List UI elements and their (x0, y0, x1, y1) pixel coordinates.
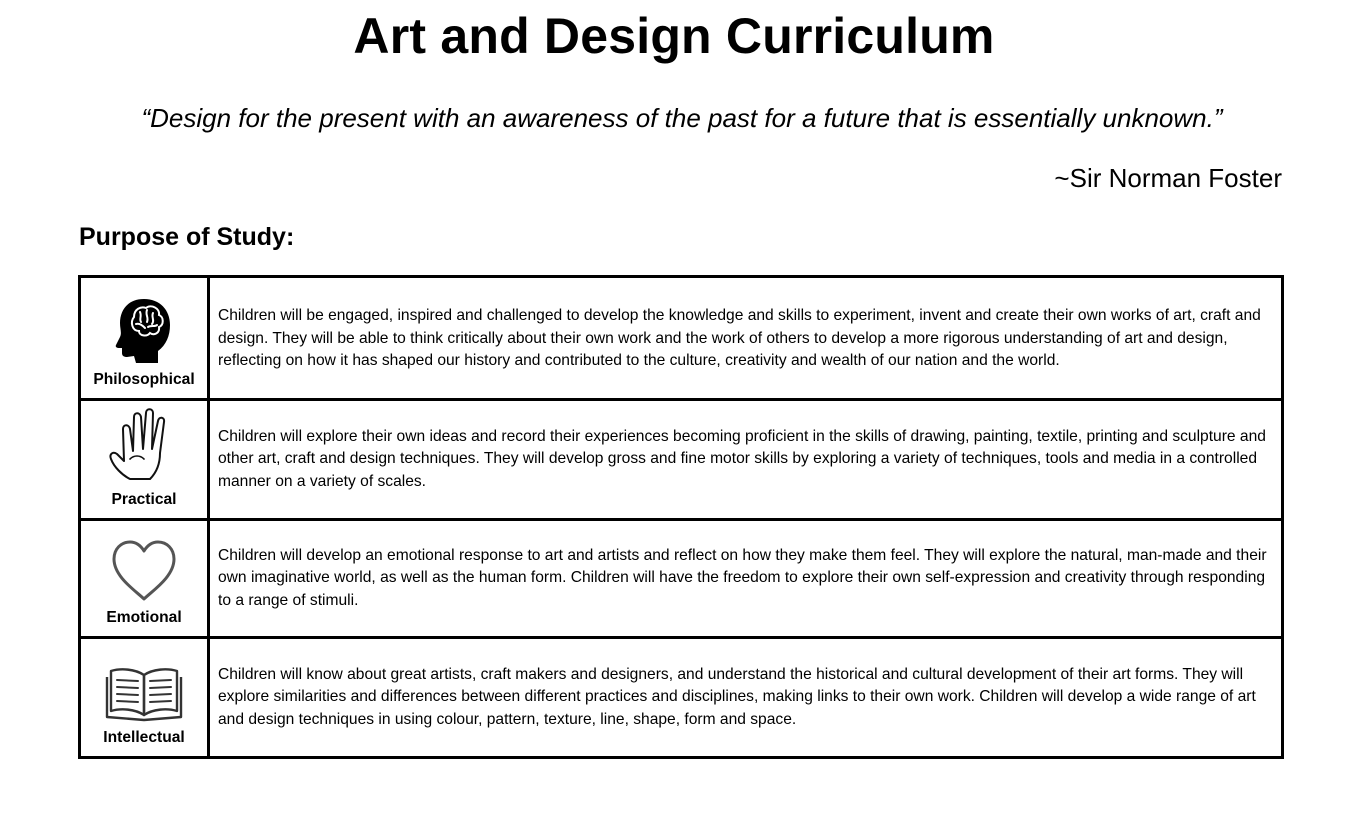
purpose-of-study-heading: Purpose of Study: (79, 223, 295, 251)
purpose-label: Practical (111, 491, 177, 508)
page-title: Art and Design Curriculum (353, 8, 995, 64)
purpose-description: Children will know about great artists, craft makers and designers, and understand the historical and cultural development of their art forms. They will explore similarities and differences between different practices and disciplines, making links to their own work. Children will develop a wide range of art and design techniques in using colour, pattern, texture, line, shape, form and space. (209, 638, 1283, 758)
head-brain-icon (81, 295, 207, 370)
purpose-table (78, 275, 1284, 759)
table-row-emotional (80, 520, 1283, 638)
purpose-label: Emotional (106, 609, 182, 626)
icon-cell-philosophical (80, 277, 209, 400)
open-book-icon (81, 665, 207, 728)
icon-cell-practical (80, 400, 209, 520)
heart-icon (81, 539, 207, 608)
purpose-description: Children will develop an emotional response to art and artists and reflect on how they make them feel. They will explore the natural, man-made and their own imaginative world, as well as the human form. Children will have the freedom to explore their own self-expression and creativity through responding to a range of stimuli. (209, 520, 1283, 638)
table-row-philosophical (80, 277, 1283, 400)
hand-icon (81, 405, 207, 490)
foster-quote: “Design for the present with an awareness of the past for a future that is essentially unknown.” (141, 103, 1223, 133)
table-row-practical (80, 400, 1283, 520)
purpose-label: Philosophical (93, 371, 195, 388)
table-row-intellectual (80, 638, 1283, 758)
icon-cell-emotional (80, 520, 209, 638)
quote-attribution: ~Sir Norman Foster (1054, 163, 1282, 193)
purpose-description: Children will be engaged, inspired and challenged to develop the knowledge and skills to experiment, invent and create their own works of art, craft and design. They will be able to think critically about their own work and the work of others to develop a more rigorous understanding of art and design, reflecting on how it has shaped our history and contributed to the culture, creativity and wealth of our nation and the world. (209, 277, 1283, 400)
purpose-description: Children will explore their own ideas and record their experiences becoming proficient in the skills of drawing, painting, textile, printing and sculpture and other art, craft and design techniques. They will develop gross and fine motor skills by exploring a variety of techniques, tools and media in a controlled manner on a variety of scales. (209, 400, 1283, 520)
purpose-label: Intellectual (103, 729, 185, 746)
icon-cell-intellectual (80, 638, 209, 758)
